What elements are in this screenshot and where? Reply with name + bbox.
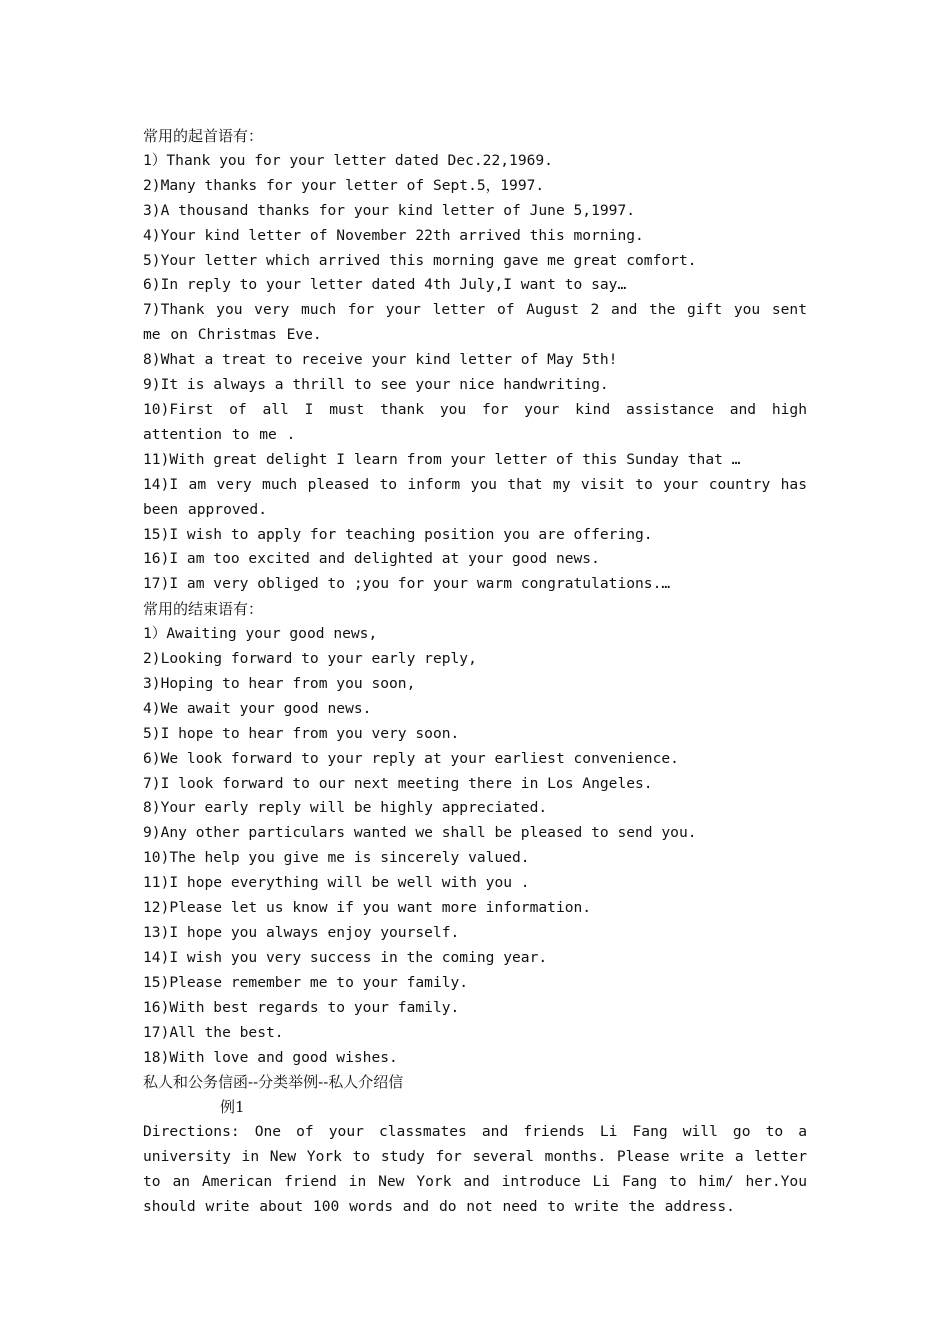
closing-phrase: 18)With love and good wishes. xyxy=(143,1048,398,1066)
closing-phrase: 10)The help you give me is sincerely valued. xyxy=(143,849,530,867)
opening-phrase: 9)It is always a thrill to see your nice handwriting. xyxy=(143,376,609,394)
closing-phrase: 13)I hope you always enjoy yourself. xyxy=(143,924,460,941)
closing-phrase: 17)All the best. xyxy=(143,1023,284,1041)
closing-phrase: 8)Your early reply will be highly appreciated. xyxy=(143,799,548,817)
opening-phrase: 2)Many thanks for your letter of Sept.5，1997. xyxy=(143,176,545,194)
opening-phrase: 5)Your letter which arrived this morning gave me great comfort. xyxy=(143,251,697,269)
closing-phrase: 15)Please remember me to your family. xyxy=(143,973,469,991)
closing-phrase: 11)I hope everything will be well with you . xyxy=(143,874,530,892)
opening-phrases-list xyxy=(143,149,807,597)
closing-phrase: 5)I hope to hear from you very soon. xyxy=(143,724,460,742)
opening-phrase: 11)With great delight I learn from your letter of this Sunday that … xyxy=(143,450,741,468)
opening-phrase: 17)I am very obliged to ;you for your warm congratulations.… xyxy=(143,575,671,593)
opening-phrase: 10)First of all I must thank you for your kind assistance and high attention to me . xyxy=(143,400,807,443)
closing-phrase: 1）Awaiting your good news, xyxy=(143,625,378,643)
opening-phrase: 8)What a treat to receive your kind letter of May 5th! xyxy=(143,351,618,369)
opening-phrase: 14)I am very much pleased to inform you that my visit to your country has been approved. xyxy=(143,475,807,518)
closing-phrases-list xyxy=(143,622,807,1070)
opening-phrase: 15)I wish to apply for teaching position you are offering. xyxy=(143,525,653,543)
closing-phrase: 3)Hoping to hear from you soon, xyxy=(143,674,416,692)
opening-phrase: 4)Your kind letter of November 22th arrived this morning. xyxy=(143,226,644,244)
closing-phrase: 14)I wish you very success in the coming year. xyxy=(143,948,548,966)
section-title: 私人和公务信函--分类举例--私人介绍信 xyxy=(143,1073,404,1092)
closing-phrase: 12)Please let us know if you want more information. xyxy=(143,899,592,917)
closing-phrase: 2)Looking forward to your early reply, xyxy=(143,650,477,668)
closing-phrase: 7)I look forward to our next meeting there in Los Angeles. xyxy=(143,774,653,792)
document-body xyxy=(143,124,807,1220)
opening-phrase: 1）Thank you for your letter dated Dec.22,1969. xyxy=(143,151,553,169)
opening-phrase: 6)In reply to your letter dated 4th July,I want to say… xyxy=(143,276,627,294)
opening-phrase: 16)I am too excited and delighted at your good news. xyxy=(143,550,600,568)
opening-phrase: 3)A thousand thanks for your kind letter of June 5,1997. xyxy=(143,201,636,219)
closing-phrase: 4)We await your good news. xyxy=(143,699,372,717)
closing-phrase: 16)With best regards to your family. xyxy=(143,998,460,1016)
directions-paragraph: Directions: One of your classmates and friends Li Fang will go to a university in New York to study for several months. Please write a letter to an American friend in New York and introduce Li Fang to him/ her.You should write about 100 words and do not need to write the address. xyxy=(143,1123,807,1215)
example-label: 例1 xyxy=(220,1098,245,1117)
closing-phrases-heading: 常用的结束语有： xyxy=(143,600,264,619)
opening-phrases-heading: 常用的起首语有： xyxy=(143,127,264,145)
closing-phrase: 9)Any other particulars wanted we shall be pleased to send you. xyxy=(143,824,697,842)
opening-phrase: 7)Thank you very much for your letter of August 2 and the gift you sent me on Christmas Eve. xyxy=(143,301,807,344)
closing-phrase: 6)We look forward to your reply at your earliest convenience. xyxy=(143,749,679,767)
